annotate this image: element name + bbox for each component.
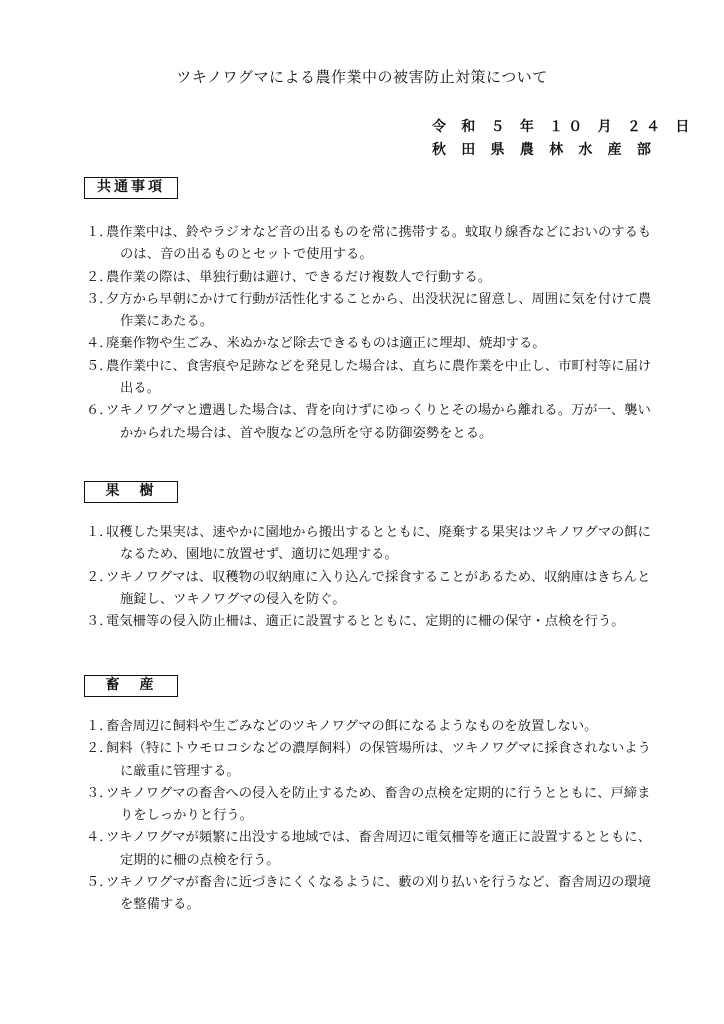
section-list-fruit	[86, 522, 662, 633]
list-item: １． 収穫した果実は、速やかに園地から搬出するとともに、廃棄する果実はツキノワグマの餌になるため、園地に放置せず、適切に処理する。	[86, 525, 651, 563]
document-title: ツキノワグマによる農作業中の被害防止対策について	[176, 68, 548, 86]
document-department: 秋 田 県 農 林 水 産 部	[432, 142, 657, 158]
list-item: ４． ツキノワグマが頻繁に出没する地域では、畜舎周辺に電気柵等を適正に設置するとともに、定期的に柵の点検を行う。	[86, 830, 651, 868]
list-item: １． 農作業中は、鈴やラジオなど音の出るものを常に携帯する。蚊取り線香などにおいのするものは、音の出るものとセットで使用する。	[86, 225, 652, 263]
section-heading-common: 共通事項	[84, 177, 178, 199]
document-date: 令 和 ５ 年 １０ 月 ２４ 日	[432, 119, 695, 135]
document-meta	[432, 116, 695, 162]
section-list-common	[86, 222, 662, 445]
section-heading-livestock: 畜 産	[84, 675, 178, 697]
list-item: １． 畜舎周辺に飼料や生ごみなどのツキノワグマの餌になるようなものを放置しない。	[86, 719, 598, 734]
list-item: ４． 廃棄作物や生ごみ、米ぬかなど除去できるものは適正に埋却、焼却する。	[86, 336, 546, 352]
list-item: ２． ツキノワグマは、収穫物の収納庫に入り込んで採食することがあるため、収納庫はきちんと施錠し、ツキノワグマの侵入を防ぐ。	[86, 569, 651, 607]
list-item: ６． ツキノワグマと遭遇した場合は、背を向けずにゆっくりとその場から離れる。万が一、襲いかかられた場合は、首や腹などの急所を守る防御姿勢をとる。	[86, 403, 651, 441]
section-heading-fruit: 果 樹	[84, 481, 178, 503]
list-item: ２． 農作業の際は、単独行動は避け、できるだけ複数人で行動する。	[86, 269, 492, 285]
list-item: ５． ツキノワグマが畜舎に近づきにくくなるように、藪の刈り払いを行うなど、畜舎周辺の環境を整備する。	[86, 875, 651, 913]
list-item: ３． 夕方から早朝にかけて行動が活性化することから、出没状況に留意し、周囲に気を付けて農作業にあたる。	[86, 291, 652, 330]
list-item: ２． 飼料（特にトウモロコシなどの濃厚飼料）の保管場所は、ツキノワグマに採食されないように厳重に管理する。	[86, 741, 651, 779]
list-item: ３． 電気柵等の侵入防止柵は、適正に設置するとともに、定期的に柵の保守・点検を行う。	[86, 614, 625, 630]
list-item: ３． ツキノワグマの畜舎への侵入を防止するため、畜舎の点検を定期的に行うとともに、戸締まりをしっかりと行う。	[86, 785, 651, 824]
section-list-livestock	[86, 716, 662, 917]
list-item: ５． 農作業中に、食害痕や足跡などを発見した場合は、直ちに農作業を中止し、市町村等に届け出る。	[86, 358, 652, 397]
